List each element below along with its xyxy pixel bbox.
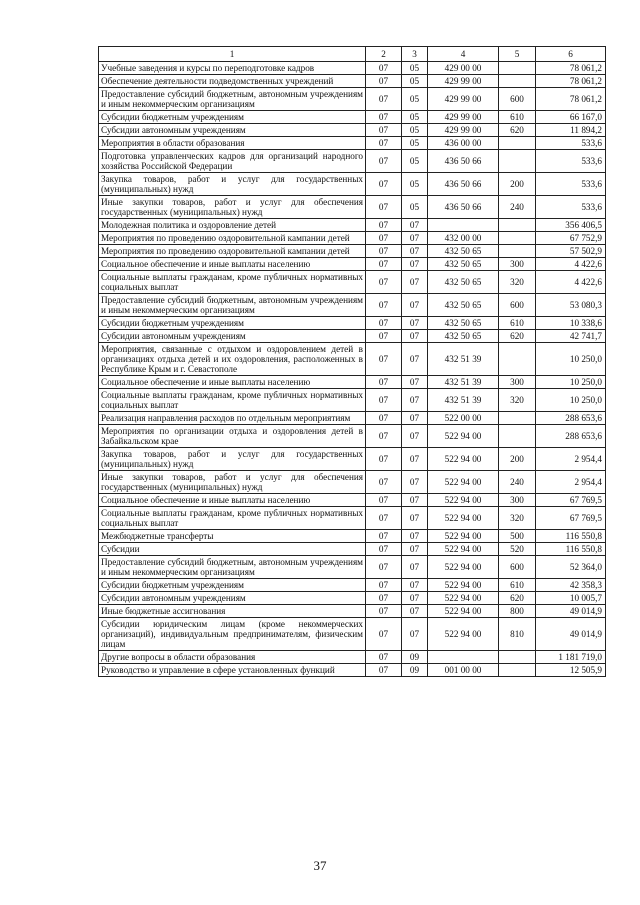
row-name-cell: Субсидии юридическим лицам (кроме некоммерческих организаций), индивидуальным предпринимателям, физическим лицам bbox=[99, 618, 366, 651]
row-section-cell: 07 bbox=[366, 376, 402, 389]
row-amount-cell: 533,6 bbox=[536, 150, 606, 173]
row-amount-cell: 2 954,4 bbox=[536, 448, 606, 471]
table-row bbox=[99, 343, 606, 376]
row-subsection-cell: 07 bbox=[402, 271, 428, 294]
row-section-cell: 07 bbox=[366, 219, 402, 232]
row-section-cell: 07 bbox=[366, 664, 402, 677]
row-name-cell: Подготовка управленческих кадров для организаций народного хозяйства Российской Федерации bbox=[99, 150, 366, 173]
table-row bbox=[99, 258, 606, 271]
row-target-article-cell: 432 50 65 bbox=[428, 245, 499, 258]
row-section-cell: 07 bbox=[366, 448, 402, 471]
row-amount-cell: 533,6 bbox=[536, 196, 606, 219]
table-row bbox=[99, 75, 606, 88]
row-name-cell: Предоставление субсидий бюджетным, автономным учреждениям и иным некоммерческим организациям bbox=[99, 88, 366, 111]
row-expense-type-cell bbox=[499, 75, 536, 88]
row-name-cell: Социальные выплаты гражданам, кроме публичных нормативных социальных выплат bbox=[99, 271, 366, 294]
row-subsection-cell: 07 bbox=[402, 448, 428, 471]
table-row bbox=[99, 124, 606, 137]
row-expense-type-cell: 810 bbox=[499, 618, 536, 651]
row-name-cell: Мероприятия в области образования bbox=[99, 137, 366, 150]
row-subsection-cell: 05 bbox=[402, 75, 428, 88]
row-section-cell: 07 bbox=[366, 137, 402, 150]
row-expense-type-cell bbox=[499, 651, 536, 664]
row-target-article-cell: 522 94 00 bbox=[428, 494, 499, 507]
row-expense-type-cell bbox=[499, 343, 536, 376]
row-amount-cell: 4 422,6 bbox=[536, 271, 606, 294]
row-section-cell: 07 bbox=[366, 150, 402, 173]
row-amount-cell: 10 250,0 bbox=[536, 376, 606, 389]
row-amount-cell: 116 550,8 bbox=[536, 530, 606, 543]
row-name-cell: Мероприятия, связанные с отдыхом и оздоровлением детей в организациях отдыха детей и их оздоровления, расположенных в Республике Крым и г. Севастополе bbox=[99, 343, 366, 376]
row-expense-type-cell: 320 bbox=[499, 507, 536, 530]
row-subsection-cell: 07 bbox=[402, 556, 428, 579]
row-target-article-cell: 429 99 00 bbox=[428, 124, 499, 137]
table-row bbox=[99, 245, 606, 258]
row-amount-cell: 288 653,6 bbox=[536, 412, 606, 425]
row-name-cell: Закупка товаров, работ и услуг для государственных (муниципальных) нужд bbox=[99, 448, 366, 471]
row-name-cell: Другие вопросы в области образования bbox=[99, 651, 366, 664]
row-expense-type-cell: 240 bbox=[499, 471, 536, 494]
table-row bbox=[99, 605, 606, 618]
row-name-cell: Социальные выплаты гражданам, кроме публичных нормативных социальных выплат bbox=[99, 507, 366, 530]
row-name-cell: Субсидии бюджетным учреждениям bbox=[99, 111, 366, 124]
row-amount-cell: 57 502,9 bbox=[536, 245, 606, 258]
row-target-article-cell: 436 50 66 bbox=[428, 150, 499, 173]
row-subsection-cell: 07 bbox=[402, 605, 428, 618]
row-section-cell: 07 bbox=[366, 412, 402, 425]
row-subsection-cell: 07 bbox=[402, 245, 428, 258]
row-section-cell: 07 bbox=[366, 124, 402, 137]
row-subsection-cell: 05 bbox=[402, 173, 428, 196]
row-target-article-cell: 432 50 65 bbox=[428, 330, 499, 343]
row-subsection-cell: 09 bbox=[402, 651, 428, 664]
row-target-article-cell: 522 94 00 bbox=[428, 471, 499, 494]
row-target-article-cell: 522 94 00 bbox=[428, 592, 499, 605]
row-name-cell: Социальные выплаты гражданам, кроме публичных нормативных социальных выплат bbox=[99, 389, 366, 412]
header-col-5: 5 bbox=[499, 47, 536, 62]
row-expense-type-cell: 600 bbox=[499, 294, 536, 317]
row-subsection-cell: 07 bbox=[402, 376, 428, 389]
row-expense-type-cell: 200 bbox=[499, 448, 536, 471]
row-amount-cell: 4 422,6 bbox=[536, 258, 606, 271]
row-expense-type-cell: 300 bbox=[499, 494, 536, 507]
table-row bbox=[99, 173, 606, 196]
row-name-cell: Субсидии бюджетным учреждениям bbox=[99, 579, 366, 592]
table-row bbox=[99, 219, 606, 232]
row-name-cell: Иные закупки товаров, работ и услуг для обеспечения государственных (муниципальных) нужд bbox=[99, 196, 366, 219]
row-target-article-cell: 432 50 65 bbox=[428, 271, 499, 294]
row-expense-type-cell bbox=[499, 412, 536, 425]
table-row bbox=[99, 592, 606, 605]
table-row bbox=[99, 412, 606, 425]
row-section-cell: 07 bbox=[366, 471, 402, 494]
row-subsection-cell: 07 bbox=[402, 412, 428, 425]
row-expense-type-cell: 620 bbox=[499, 592, 536, 605]
row-target-article-cell: 432 50 65 bbox=[428, 294, 499, 317]
row-name-cell: Мероприятия по организации отдыха и оздоровления детей в Забайкальском крае bbox=[99, 425, 366, 448]
table-row bbox=[99, 196, 606, 219]
table-row bbox=[99, 232, 606, 245]
table-row bbox=[99, 651, 606, 664]
header-col-6: 6 bbox=[536, 47, 606, 62]
row-expense-type-cell: 600 bbox=[499, 88, 536, 111]
row-subsection-cell: 07 bbox=[402, 618, 428, 651]
row-target-article-cell bbox=[428, 219, 499, 232]
row-subsection-cell: 07 bbox=[402, 530, 428, 543]
table-row bbox=[99, 317, 606, 330]
row-name-cell: Реализация направления расходов по отдельным мероприятиям bbox=[99, 412, 366, 425]
row-subsection-cell: 07 bbox=[402, 592, 428, 605]
table-row bbox=[99, 579, 606, 592]
row-name-cell: Субсидии автономным учреждениям bbox=[99, 124, 366, 137]
row-amount-cell: 53 080,3 bbox=[536, 294, 606, 317]
table-row bbox=[99, 543, 606, 556]
row-section-cell: 07 bbox=[366, 330, 402, 343]
row-amount-cell: 356 406,5 bbox=[536, 219, 606, 232]
row-section-cell: 07 bbox=[366, 258, 402, 271]
header-col-4: 4 bbox=[428, 47, 499, 62]
table-body bbox=[99, 62, 606, 677]
row-amount-cell: 78 061,2 bbox=[536, 75, 606, 88]
row-expense-type-cell: 240 bbox=[499, 196, 536, 219]
row-section-cell: 07 bbox=[366, 111, 402, 124]
row-subsection-cell: 07 bbox=[402, 294, 428, 317]
row-amount-cell: 49 014,9 bbox=[536, 605, 606, 618]
row-target-article-cell: 432 51 39 bbox=[428, 376, 499, 389]
row-target-article-cell: 001 00 00 bbox=[428, 664, 499, 677]
row-subsection-cell: 07 bbox=[402, 543, 428, 556]
row-target-article-cell: 436 00 00 bbox=[428, 137, 499, 150]
row-subsection-cell: 07 bbox=[402, 389, 428, 412]
row-name-cell: Социальное обеспечение и иные выплаты населению bbox=[99, 258, 366, 271]
row-section-cell: 07 bbox=[366, 173, 402, 196]
row-expense-type-cell: 320 bbox=[499, 389, 536, 412]
table-row bbox=[99, 448, 606, 471]
row-amount-cell: 288 653,6 bbox=[536, 425, 606, 448]
row-section-cell: 07 bbox=[366, 196, 402, 219]
row-expense-type-cell: 610 bbox=[499, 579, 536, 592]
table-row bbox=[99, 507, 606, 530]
row-amount-cell: 2 954,4 bbox=[536, 471, 606, 494]
row-name-cell: Иные бюджетные ассигнования bbox=[99, 605, 366, 618]
row-expense-type-cell bbox=[499, 664, 536, 677]
row-expense-type-cell: 610 bbox=[499, 317, 536, 330]
row-expense-type-cell: 610 bbox=[499, 111, 536, 124]
row-subsection-cell: 07 bbox=[402, 219, 428, 232]
table-row bbox=[99, 494, 606, 507]
row-subsection-cell: 05 bbox=[402, 150, 428, 173]
table-row bbox=[99, 389, 606, 412]
row-amount-cell: 12 505,9 bbox=[536, 664, 606, 677]
table-row bbox=[99, 330, 606, 343]
row-subsection-cell: 07 bbox=[402, 471, 428, 494]
row-section-cell: 07 bbox=[366, 494, 402, 507]
row-subsection-cell: 07 bbox=[402, 258, 428, 271]
table-row bbox=[99, 471, 606, 494]
row-section-cell: 07 bbox=[366, 543, 402, 556]
row-subsection-cell: 07 bbox=[402, 425, 428, 448]
row-section-cell: 07 bbox=[366, 651, 402, 664]
table-row bbox=[99, 62, 606, 75]
row-target-article-cell: 429 99 00 bbox=[428, 88, 499, 111]
row-name-cell: Субсидии bbox=[99, 543, 366, 556]
table-row bbox=[99, 425, 606, 448]
table-row bbox=[99, 88, 606, 111]
row-subsection-cell: 05 bbox=[402, 124, 428, 137]
table-row bbox=[99, 294, 606, 317]
row-expense-type-cell bbox=[499, 137, 536, 150]
row-expense-type-cell: 520 bbox=[499, 543, 536, 556]
row-target-article-cell: 432 50 65 bbox=[428, 317, 499, 330]
row-amount-cell: 67 752,9 bbox=[536, 232, 606, 245]
row-subsection-cell: 07 bbox=[402, 507, 428, 530]
row-section-cell: 07 bbox=[366, 88, 402, 111]
row-target-article-cell: 432 51 39 bbox=[428, 389, 499, 412]
row-name-cell: Социальное обеспечение и иные выплаты населению bbox=[99, 494, 366, 507]
row-expense-type-cell bbox=[499, 150, 536, 173]
row-subsection-cell: 07 bbox=[402, 330, 428, 343]
row-name-cell: Предоставление субсидий бюджетным, автономным учреждениям и иным некоммерческим организациям bbox=[99, 294, 366, 317]
row-target-article-cell: 522 94 00 bbox=[428, 448, 499, 471]
budget-table bbox=[98, 46, 606, 677]
row-amount-cell: 1 181 719,0 bbox=[536, 651, 606, 664]
row-target-article-cell: 436 50 66 bbox=[428, 173, 499, 196]
row-amount-cell: 11 894,2 bbox=[536, 124, 606, 137]
table-row bbox=[99, 271, 606, 294]
table-row bbox=[99, 111, 606, 124]
row-section-cell: 07 bbox=[366, 62, 402, 75]
row-name-cell: Социальное обеспечение и иные выплаты населению bbox=[99, 376, 366, 389]
row-section-cell: 07 bbox=[366, 605, 402, 618]
row-amount-cell: 10 250,0 bbox=[536, 389, 606, 412]
row-section-cell: 07 bbox=[366, 389, 402, 412]
row-target-article-cell: 429 99 00 bbox=[428, 75, 499, 88]
row-subsection-cell: 07 bbox=[402, 579, 428, 592]
row-amount-cell: 116 550,8 bbox=[536, 543, 606, 556]
row-expense-type-cell bbox=[499, 62, 536, 75]
table-row bbox=[99, 530, 606, 543]
row-target-article-cell: 522 94 00 bbox=[428, 556, 499, 579]
row-target-article-cell: 522 94 00 bbox=[428, 543, 499, 556]
row-subsection-cell: 05 bbox=[402, 62, 428, 75]
table-row bbox=[99, 137, 606, 150]
row-name-cell: Закупка товаров, работ и услуг для государственных (муниципальных) нужд bbox=[99, 173, 366, 196]
row-section-cell: 07 bbox=[366, 75, 402, 88]
row-subsection-cell: 05 bbox=[402, 88, 428, 111]
row-section-cell: 07 bbox=[366, 579, 402, 592]
row-subsection-cell: 09 bbox=[402, 664, 428, 677]
row-expense-type-cell: 620 bbox=[499, 124, 536, 137]
row-name-cell: Субсидии автономным учреждениям bbox=[99, 330, 366, 343]
row-amount-cell: 66 167,0 bbox=[536, 111, 606, 124]
row-target-article-cell: 522 94 00 bbox=[428, 425, 499, 448]
table-row bbox=[99, 618, 606, 651]
row-expense-type-cell: 300 bbox=[499, 376, 536, 389]
row-amount-cell: 49 014,9 bbox=[536, 618, 606, 651]
row-subsection-cell: 05 bbox=[402, 137, 428, 150]
row-amount-cell: 533,6 bbox=[536, 137, 606, 150]
row-amount-cell: 10 338,6 bbox=[536, 317, 606, 330]
row-section-cell: 07 bbox=[366, 507, 402, 530]
row-name-cell: Мероприятия по проведению оздоровительной кампании детей bbox=[99, 232, 366, 245]
row-expense-type-cell: 600 bbox=[499, 556, 536, 579]
row-expense-type-cell: 800 bbox=[499, 605, 536, 618]
row-target-article-cell: 432 50 65 bbox=[428, 258, 499, 271]
row-subsection-cell: 07 bbox=[402, 494, 428, 507]
row-target-article-cell: 432 51 39 bbox=[428, 343, 499, 376]
table-row bbox=[99, 664, 606, 677]
row-expense-type-cell: 300 bbox=[499, 258, 536, 271]
row-section-cell: 07 bbox=[366, 245, 402, 258]
row-section-cell: 07 bbox=[366, 343, 402, 376]
row-amount-cell: 78 061,2 bbox=[536, 62, 606, 75]
row-target-article-cell: 522 94 00 bbox=[428, 618, 499, 651]
row-section-cell: 07 bbox=[366, 271, 402, 294]
row-target-article-cell: 522 94 00 bbox=[428, 530, 499, 543]
row-target-article-cell: 522 00 00 bbox=[428, 412, 499, 425]
table-row bbox=[99, 150, 606, 173]
row-name-cell: Иные закупки товаров, работ и услуг для обеспечения государственных (муниципальных) нужд bbox=[99, 471, 366, 494]
row-amount-cell: 78 061,2 bbox=[536, 88, 606, 111]
row-target-article-cell: 522 94 00 bbox=[428, 579, 499, 592]
row-expense-type-cell bbox=[499, 425, 536, 448]
row-section-cell: 07 bbox=[366, 592, 402, 605]
budget-table-container bbox=[98, 46, 605, 677]
row-section-cell: 07 bbox=[366, 232, 402, 245]
row-target-article-cell bbox=[428, 651, 499, 664]
row-name-cell: Предоставление субсидий бюджетным, автономным учреждениям и иным некоммерческим организациям bbox=[99, 556, 366, 579]
row-name-cell: Субсидии бюджетным учреждениям bbox=[99, 317, 366, 330]
row-subsection-cell: 07 bbox=[402, 343, 428, 376]
row-amount-cell: 10 005,7 bbox=[536, 592, 606, 605]
row-expense-type-cell bbox=[499, 245, 536, 258]
row-target-article-cell: 436 50 66 bbox=[428, 196, 499, 219]
row-section-cell: 07 bbox=[366, 425, 402, 448]
row-target-article-cell: 429 99 00 bbox=[428, 111, 499, 124]
header-col-2: 2 bbox=[366, 47, 402, 62]
row-target-article-cell: 432 00 00 bbox=[428, 232, 499, 245]
row-section-cell: 07 bbox=[366, 317, 402, 330]
row-name-cell: Учебные заведения и курсы по переподготовке кадров bbox=[99, 62, 366, 75]
row-expense-type-cell bbox=[499, 232, 536, 245]
header-col-3: 3 bbox=[402, 47, 428, 62]
page-number: 37 bbox=[313, 858, 327, 873]
row-name-cell: Обеспечение деятельности подведомственных учреждений bbox=[99, 75, 366, 88]
row-section-cell: 07 bbox=[366, 530, 402, 543]
row-expense-type-cell: 500 bbox=[499, 530, 536, 543]
row-expense-type-cell: 320 bbox=[499, 271, 536, 294]
table-row bbox=[99, 556, 606, 579]
row-amount-cell: 67 769,5 bbox=[536, 507, 606, 530]
table-row bbox=[99, 376, 606, 389]
row-subsection-cell: 05 bbox=[402, 196, 428, 219]
row-expense-type-cell: 200 bbox=[499, 173, 536, 196]
header-row bbox=[99, 47, 606, 62]
row-amount-cell: 42 358,3 bbox=[536, 579, 606, 592]
row-subsection-cell: 07 bbox=[402, 232, 428, 245]
row-section-cell: 07 bbox=[366, 294, 402, 317]
row-amount-cell: 52 364,0 bbox=[536, 556, 606, 579]
row-section-cell: 07 bbox=[366, 556, 402, 579]
row-target-article-cell: 429 00 00 bbox=[428, 62, 499, 75]
row-amount-cell: 67 769,5 bbox=[536, 494, 606, 507]
row-name-cell: Межбюджетные трансферты bbox=[99, 530, 366, 543]
row-amount-cell: 10 250,0 bbox=[536, 343, 606, 376]
row-subsection-cell: 05 bbox=[402, 111, 428, 124]
row-expense-type-cell: 620 bbox=[499, 330, 536, 343]
row-name-cell: Субсидии автономным учреждениям bbox=[99, 592, 366, 605]
row-target-article-cell: 522 94 00 bbox=[428, 507, 499, 530]
row-section-cell: 07 bbox=[366, 618, 402, 651]
row-subsection-cell: 07 bbox=[402, 317, 428, 330]
row-name-cell: Молодежная политика и оздоровление детей bbox=[99, 219, 366, 232]
row-name-cell: Руководство и управление в сфере установленных функций bbox=[99, 664, 366, 677]
row-target-article-cell: 522 94 00 bbox=[428, 605, 499, 618]
header-col-1: 1 bbox=[99, 47, 366, 62]
row-amount-cell: 533,6 bbox=[536, 173, 606, 196]
row-amount-cell: 42 741,7 bbox=[536, 330, 606, 343]
row-expense-type-cell bbox=[499, 219, 536, 232]
row-name-cell: Мероприятия по проведению оздоровительной кампании детей bbox=[99, 245, 366, 258]
